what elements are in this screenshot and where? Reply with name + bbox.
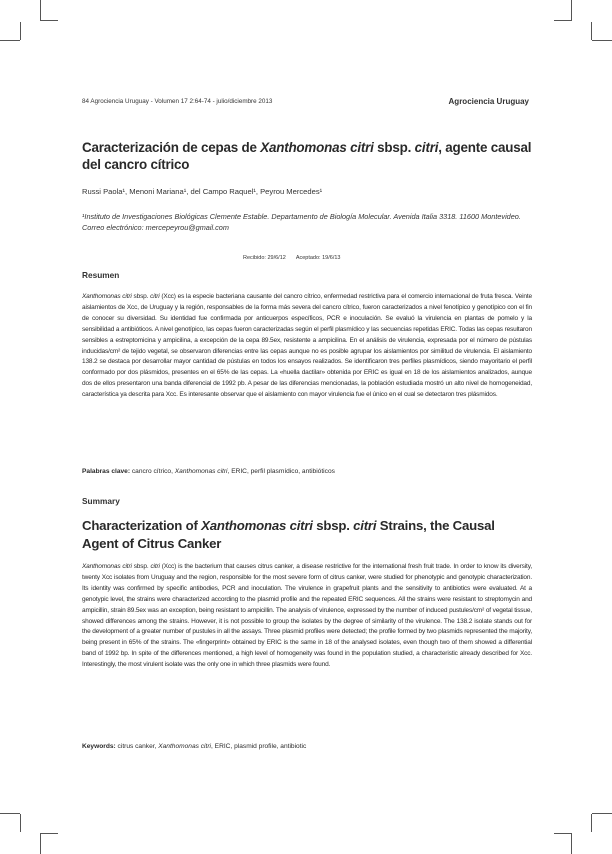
crop-mark — [40, 834, 41, 854]
accepted-date: Aceptado: 19/6/13 — [295, 255, 341, 261]
article-title: Caracterización de cepas de Xanthomonas citri sbsp. citri, agente causal del cancro cítrico — [82, 140, 532, 172]
english-title: Characterization of Xanthomonas citri sbsp. citri Strains, the Causal Agent of Citrus Canker — [82, 518, 495, 551]
article-dates — [243, 255, 350, 261]
crop-mark — [40, 0, 41, 20]
crop-mark — [0, 40, 20, 41]
running-header-journal: Agrociencia Uruguay — [448, 97, 529, 106]
resumen-heading: Resumen — [82, 270, 120, 280]
crop-mark — [40, 20, 58, 21]
keywords: Keywords: citrus canker, Xanthomonas citri, ERIC, plasmid profile, antibiotic — [82, 743, 307, 750]
resumen-text: Xanthomonas citri sbsp. citri (Xcc) es la especie bacteriana causante del cancro cítrico, enfermedad restrictiva para el comercio internacional de fruta fresca. Veinte aislamientos de Xcc, de Uruguay y la región, responsables de la forma más severa del cancro cítrico, fueron caracterizados a nivel fenotípico y genotípico con el fin de conocer su diversidad. Su identidad fue confirmada por anticuerpos específicos, PCR e inoculación. Se evaluó la virulencia en plantas de pomelo y la sensibilidad a antibióticos. A nivel genotípico, las cepas fueron caracterizadas según el perfil plasmídico y las secuencias repetidas ERIC. Todas las cepas resultaron sensibles a estreptomicina y ampicilina, a excepción de la cepa 89.5ex, resistente a ampicilina. En el análisis de virulencia, expresada por el número de pústulas inducidas/cm² de tejido vegetal, se observaron diferencias entre las cepas aunque no es posible agrupar los aislamientos por similitud de virulencia. El aislamiento 138.2 se destaca por desarrollar mayor cantidad de pústulas en todos los ensayos realizados. Se identificaron tres perfiles plasmídicos, siendo mayoritario el perfil conformado por dos plásmidos, presentes en el 65% de las cepas. La «huella dactilar» obtenida por ERIC es igual en 18 de los aislamientos analizados, aunque dos de ellos presentaron una banda diferencial de 1992 pb. A pesar de las diferencias mencionadas, la población estudiada mostró un alto nivel de homogeneidad, característica ya descrita para Xcc. Es interesante observar que el aislamiento con mayor virulencia fue el único en el cual se detectaron tres plásmidos. — [82, 293, 532, 399]
received-date: Recibido: 29/6/12 — [243, 255, 286, 261]
crop-mark — [554, 20, 572, 21]
crop-mark — [571, 0, 572, 20]
crop-mark — [592, 813, 612, 814]
crop-mark — [591, 22, 592, 40]
crop-mark — [591, 814, 592, 832]
crop-mark — [20, 814, 21, 832]
palabras-clave: Palabras clave: cancro cítrico, Xanthomonas citri, ERIC, perfil plasmídico, antibióticos — [82, 468, 335, 475]
summary-heading: Summary — [82, 496, 120, 506]
affiliation: ¹Instituto de Investigaciones Biológicas Clemente Estable. Departamento de Biología Molecular. Avenida Italia 3318. 11600 Montevideo. Correo electrónico: mercepeyrou@gmail.com — [82, 212, 521, 232]
running-header-citation: 84 Agrociencia Uruguay - Volumen 17 2:64-74 - julio/diciembre 2013 — [82, 98, 273, 105]
crop-mark — [554, 833, 572, 834]
crop-mark — [0, 813, 20, 814]
author-list: Russi Paola¹, Menoni Mariana¹, del Campo Raquel¹, Peyrou Mercedes¹ — [82, 187, 323, 196]
crop-mark — [571, 834, 572, 854]
crop-mark — [40, 833, 58, 834]
summary-text: Xanthomonas citri sbsp. citri (Xcc) is the bacterium that causes citrus canker, a disease restrictive for the international fresh fruit trade. In order to know its diversity, twenty Xcc isolates from Uruguay and the region, responsible for the most severe form of citrus canker, were studied for phenotypic and genotypic characterization. Its identity was confirmed by specific antibodies, PCR and inoculation. The virulence in grapefruit plants and the sensitivity to antibiotics were evaluated. At a genotypic level, the strains were characterized according to the plasmid profile and the repeated ERIC sequences. All the strains were resistant to streptomycin and ampicillin, strain 89.5ex was an exception, being resistant to ampicillin. The analysis of virulence, expressed by the number of induced pustules/cm² of vegetal tissue, showed differences among the strains. However, it is not possible to group the isolates by the degree of similarity of the virulence. The 138.2 isolate stands out for the development of a greater number of pustules in all the assays. Three plasmid profiles were detected; the profile formed by two plasmids represented the majority, being present in 65% of the strains. The «fingerprint» obtained by ERIC is the same in 18 of the analysed isolates, even though two of them showed a differential band of 1992 bp. In spite of the differences mentioned, a high level of homogeneity was found in the population studied, a characteristic already described for Xcc. Interestingly, the most virulent isolate was the only one in which three plasmids were found. — [82, 563, 532, 669]
crop-mark — [20, 22, 21, 40]
crop-mark — [592, 40, 612, 41]
